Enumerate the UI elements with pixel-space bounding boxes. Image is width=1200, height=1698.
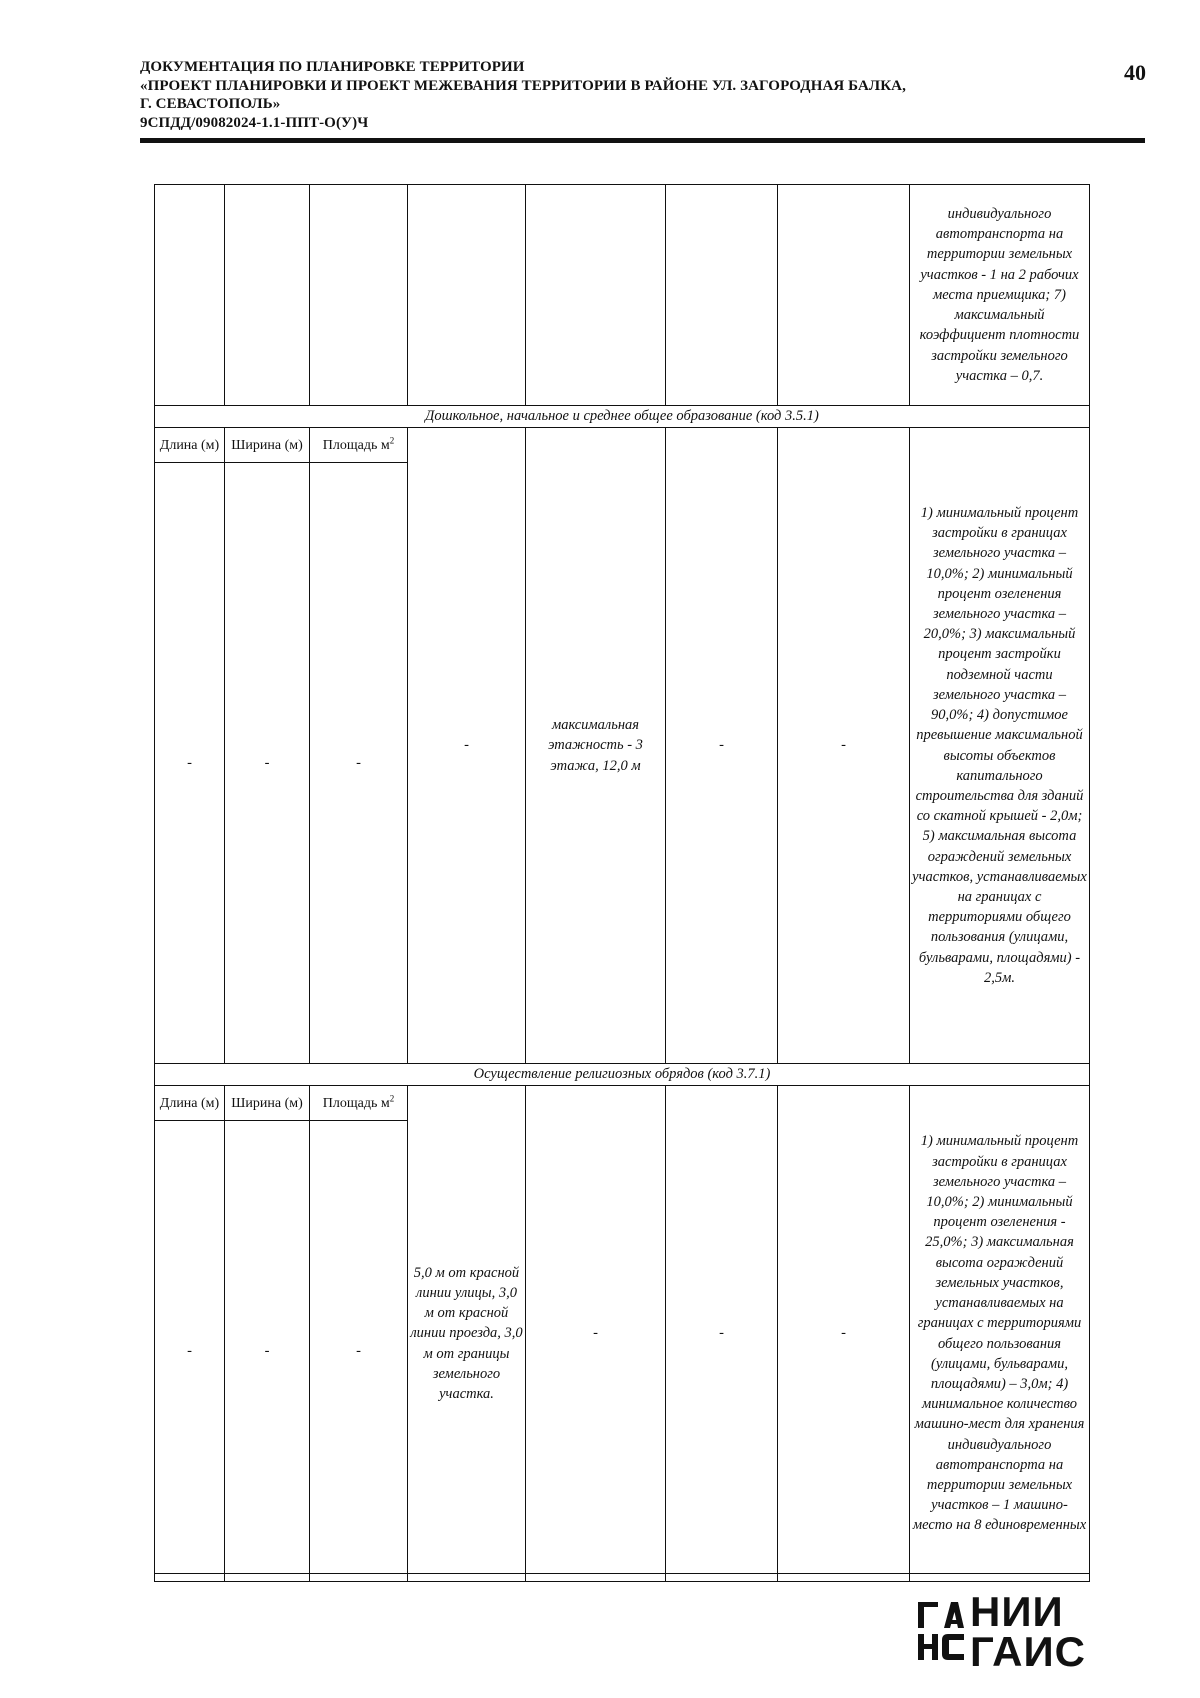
- height-cell: -: [526, 1086, 666, 1582]
- table-row-section-1: [155, 428, 1090, 463]
- page-number: 40: [1124, 60, 1146, 85]
- width-cell: -: [225, 463, 310, 1064]
- requirements-cell: 1) минимальный процент застройки в границах земельного участка – 10,0%; 2) минимальный процент озеленения земельного участка – 20,0%; 3) максимальный процент застройки подземной части земельного участка – 90,0%; 4) допустимое превышение максимальной высоты объектов капитального строительства для зданий со скатной крышей - 2,0м; 5) максимальная высота ограждений земельных участков, устанавливаемых на границах с территориями общего пользования (улицами, бульварами, площадями) - 2,5м.: [910, 428, 1090, 1064]
- value-cell-7: -: [778, 1086, 910, 1582]
- col-header-width: Ширина (м): [225, 428, 310, 463]
- col-header-length: Длина (м): [155, 1086, 225, 1121]
- header-line-2: «ПРОЕКТ ПЛАНИРОВКИ И ПРОЕКТ МЕЖЕВАНИЯ ТЕРРИТОРИИ В РАЙОНЕ УЛ. ЗАГОРОДНАЯ БАЛКА,: [140, 77, 906, 94]
- header-rule: [140, 138, 1145, 143]
- area-cell: -: [310, 463, 408, 1064]
- logo-text-line-2: ГАИС: [970, 1628, 1087, 1675]
- width-cell: -: [225, 1121, 310, 1582]
- col-header-width: Ширина (м): [225, 1086, 310, 1121]
- header-line-3: Г. СЕВАСТОПОЛЬ»: [140, 96, 281, 112]
- setback-cell: -: [408, 428, 526, 1064]
- requirements-cell: 1) минимальный процент застройки в границах земельного участка – 10,0%; 2) минимальный процент озеленения - 25,0%; 3) максимальная высота ограждений земельных участков, устанавливаемых на границах с территориями общего пользования (улицами, бульварами, площадями) – 3,0м; 4) минимальное количество машино-мест для хранения индивидуального автотранспорта на территории земельных участков – 1 машино-место на 8 единовременных: [910, 1086, 1090, 1582]
- table-row-continuation: [155, 185, 1090, 406]
- footer-rule: [154, 1573, 1089, 1574]
- col-header-area: Площадь $м^2$: [310, 428, 408, 463]
- height-cell: максимальная этажность - 3 этажа, 12,0 м: [526, 428, 666, 1064]
- value-cell-6: -: [666, 428, 778, 1064]
- nii-gais-logo: [918, 1588, 1098, 1676]
- section-title: Осуществление религиозных обрядов (код 3.7.1): [155, 1064, 1090, 1086]
- document-header: [140, 58, 1140, 132]
- area-cell: -: [310, 1121, 408, 1582]
- section-title-row-2: [155, 1064, 1090, 1086]
- area-superscript: 2: [389, 434, 395, 445]
- document-code: 9СПДД/09082024-1.1-ППТ-О(У)Ч: [140, 114, 369, 131]
- col-header-area: Площадь $м^2$: [310, 1086, 408, 1121]
- setback-cell: 5,0 м от красной линии улицы, 3,0 м от красной линии проезда, 3,0 м от границы земельного участка.: [408, 1086, 526, 1582]
- area-superscript: 2: [389, 1092, 395, 1103]
- requirements-cell-continuation: индивидуального автотранспорта на территории земельных участков - 1 на 2 рабочих места приемщика; 7) максимальный коэффициент плотности застройки земельного участка – 0,7.: [910, 185, 1090, 406]
- logo-text: [970, 1588, 1087, 1675]
- header-line-1: ДОКУМЕНТАЦИЯ ПО ПЛАНИРОВКЕ ТЕРРИТОРИИ: [140, 59, 525, 75]
- section-title-row-1: [155, 406, 1090, 428]
- col-header-length: Длина (м): [155, 428, 225, 463]
- length-cell: -: [155, 463, 225, 1064]
- section-title: Дошкольное, начальное и среднее общее образование (код 3.5.1): [155, 406, 1090, 428]
- value-cell-7: -: [778, 428, 910, 1064]
- table-row-section-2: [155, 1086, 1090, 1121]
- regulations-table: [154, 184, 1090, 1582]
- length-cell: -: [155, 1121, 225, 1582]
- logo-text-line-1: НИИ: [970, 1588, 1064, 1635]
- logo-mark-icon: [918, 1598, 964, 1668]
- value-cell-6: -: [666, 1086, 778, 1582]
